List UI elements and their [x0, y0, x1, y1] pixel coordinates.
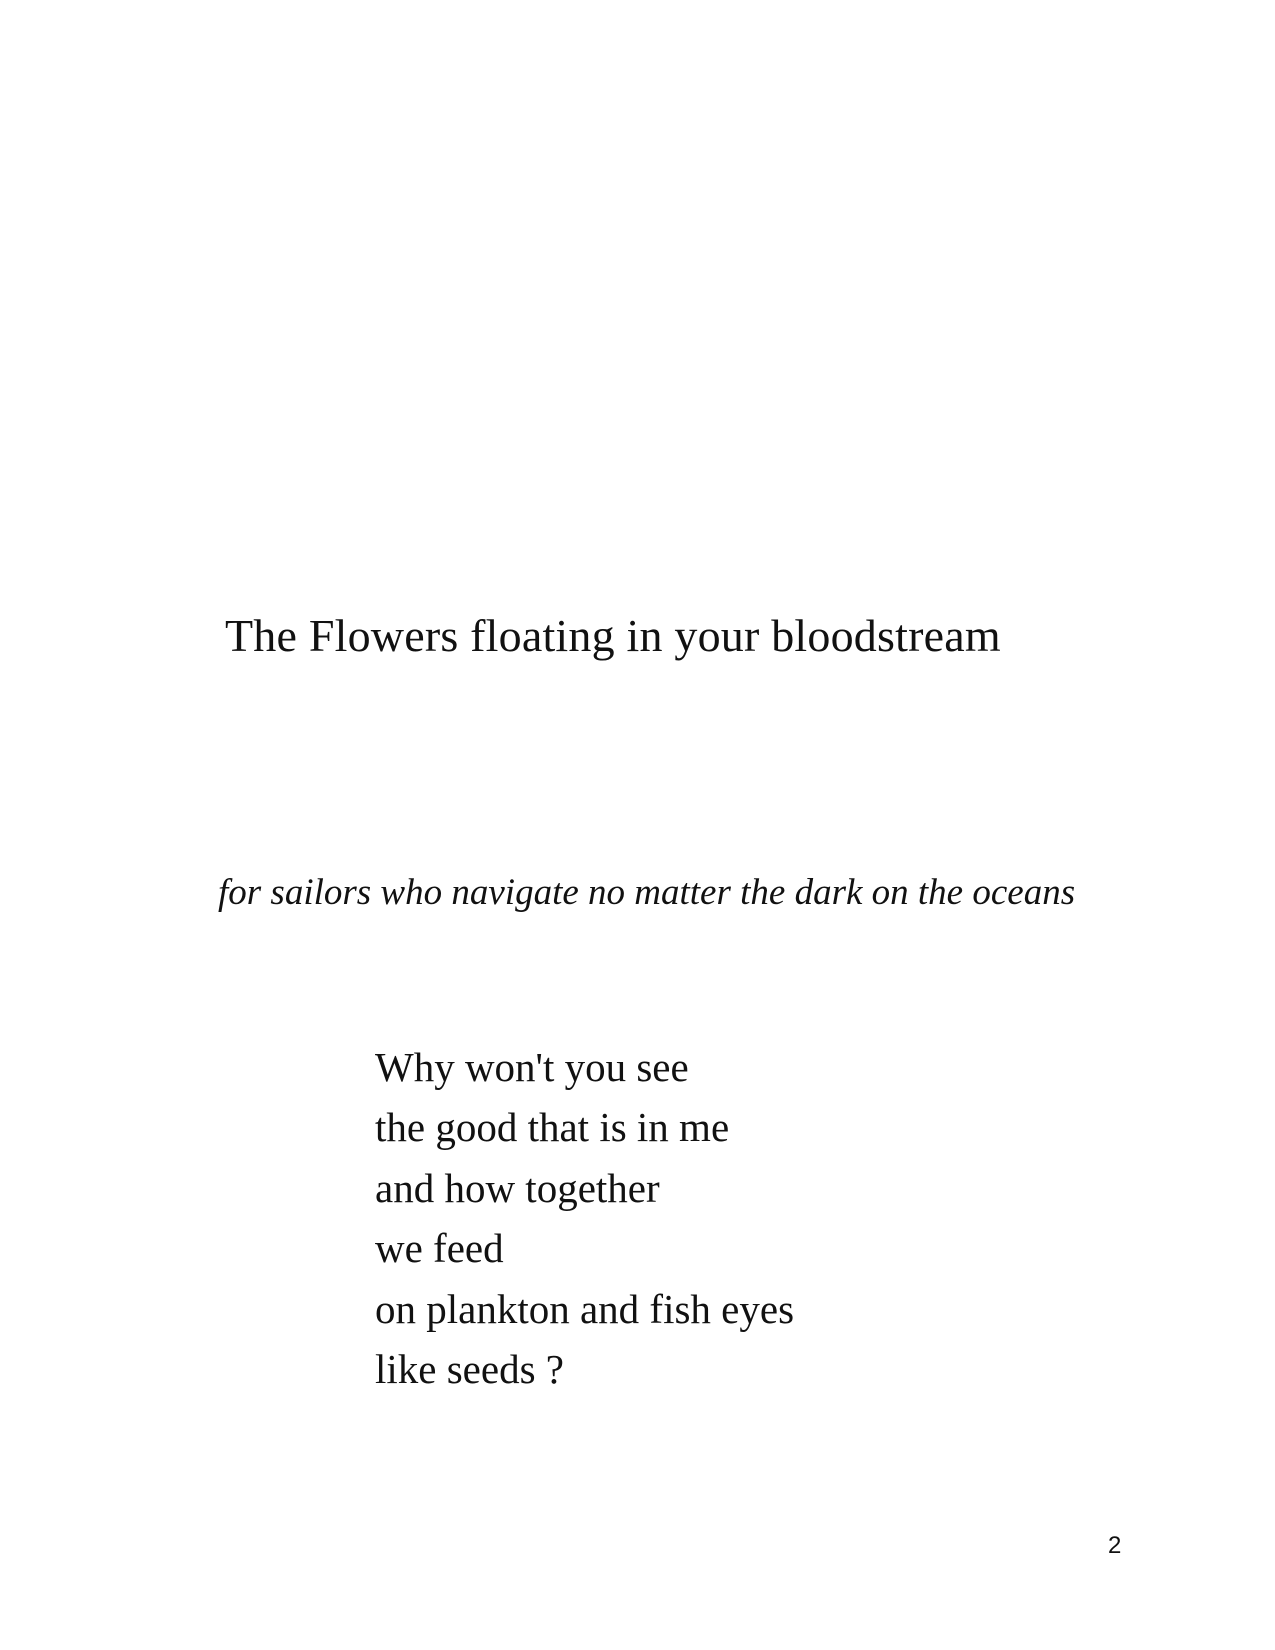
- poem-line: and how together: [375, 1164, 660, 1211]
- dedication: for sailors who navigate no matter the dark on the oceans: [218, 872, 1076, 913]
- page-number: 2: [1108, 1532, 1122, 1559]
- poem-line: we feed: [375, 1225, 504, 1272]
- poem-line: like seeds ?: [375, 1346, 564, 1393]
- poem-line: Why won't you see: [375, 1044, 689, 1090]
- poem-line: the good that is in me: [375, 1104, 730, 1151]
- poem-title: The Flowers floating in your bloodstream: [225, 610, 1001, 661]
- poem-stanza: [375, 1037, 794, 1399]
- poem-line: on plankton and fish eyes: [375, 1285, 795, 1332]
